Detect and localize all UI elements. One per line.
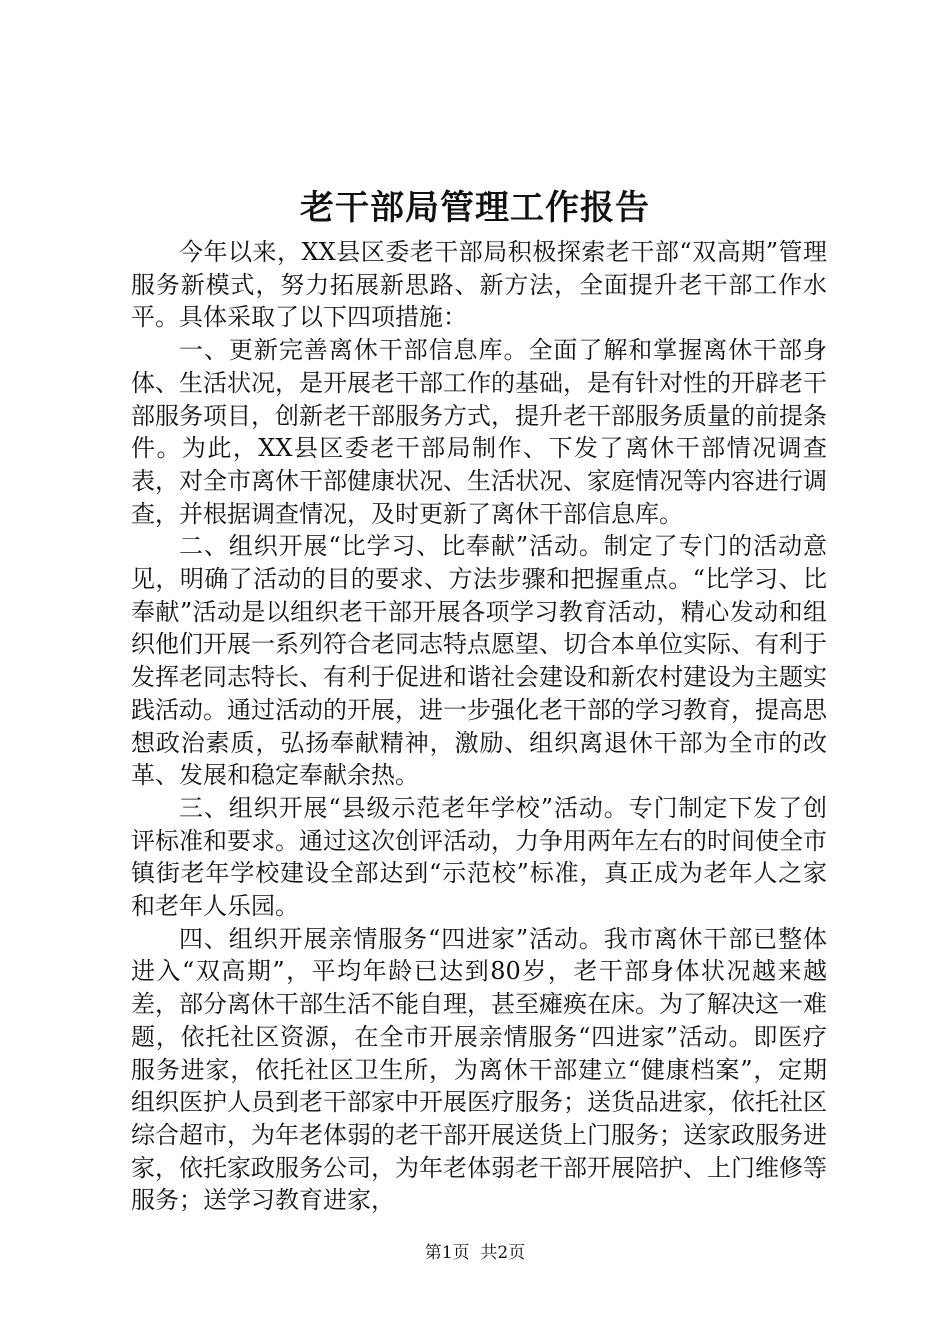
document-body [131,236,827,1217]
page-footer [0,1241,950,1265]
paragraph-intro: 今年以来，XX县区委老干部局积极探索老干部“双高期”管理服务新模式，努力拓展新思路、新方法，全面提升老干部工作水平。具体采取了以下四项措施： [131,238,827,332]
paragraph-measure-1: 一、更新完善离休干部信息库。全面了解和掌握离休干部身体、生活状况，是开展老干部工作的基础，是有针对性的开辟老干部服务项目，创新老干部服务方式，提升老干部服务质量的前提条件。为此，XX县区委老干部局制作、下发了离休干部情况调查表，对全市离休干部健康状况、生活状况、家庭情况等内容进行调查，并根据调查情况，及时更新了离休干部信息库。 [131,336,827,528]
paragraph-measure-4: 四、组织开展亲情服务“四进家”活动。我市离休干部已整体进入“双高期”，平均年龄已达到80岁，老干部身体状况越来越差，部分离休干部生活不能自理，甚至瘫痪在床。为了解决这一难题，依托社区资源，在全市开展亲情服务“四进家”活动。即医疗服务进家，依托社区卫生所，为离休干部建立“健康档案”，定期组织医护人员到老干部家中开展医疗服务；送货品进家，依托社区综合超市，为年老体弱的老干部开展送货上门服务；送家政服务进家，依托家政服务公司，为年老体弱老干部开展陪护、上门维修等服务；送学习教育进家， [131,924,827,1215]
page-number-total: 共2页 [480,1243,526,1263]
page-number-current: 第1页 [424,1243,470,1263]
document-title: 老干部局管理工作报告 [300,188,650,228]
paragraph-measure-2: 二、组织开展“比学习、比奉献”活动。制定了专门的活动意见，明确了活动的目的要求、方法步骤和把握重点。“比学习、比奉献”活动是以组织老干部开展各项学习教育活动，精心发动和组织他们开展一系列符合老同志特点愿望、切合本单位实际、有利于发挥老同志特长、有利于促进和谐社会建设和新农村建设为主题实践活动。通过活动的开展，进一步强化老干部的学习教育，提高思想政治素质，弘扬奉献精神，激励、组织离退休干部为全市的改革、发展和稳定奉献余热。 [131,532,827,790]
paragraph-measure-3: 三、组织开展“县级示范老年学校”活动。专门制定下发了创评标准和要求。通过这次创评活动，力争用两年左右的时间使全市镇街老年学校建设全部达到“示范校”标准，真正成为老年人之家和老年人乐园。 [131,793,827,921]
